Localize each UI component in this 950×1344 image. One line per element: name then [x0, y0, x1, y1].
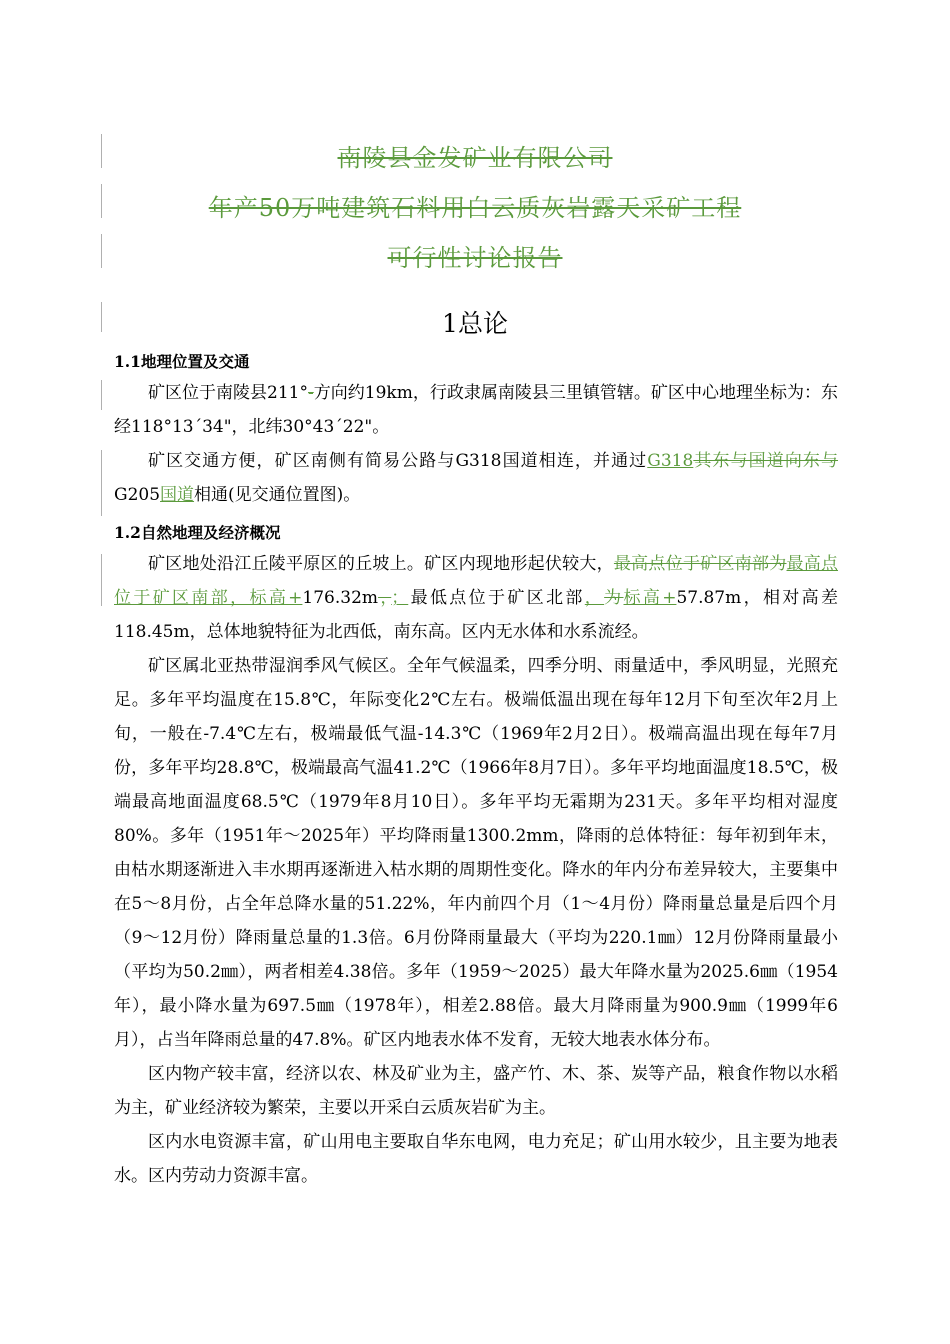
paragraph: 区内物产较丰富，经济以农、林及矿业为主，盛产竹、木、茶、炭等产品，粮食作物以水稻为主，矿业经济较为繁荣，主要以开采白云质灰岩矿为主。 — [114, 1064, 838, 1118]
paragraph — [114, 547, 838, 649]
paragraph: 矿区属北亚热带湿润季风气候区。全年气候温柔，四季分明、雨量适中，季风明显，光照充足。多年平均温度在15.8℃，年际变化2℃左右。极端低温出现在每年12月下旬至次年2月上旬，一般在-7.4℃左右，极端最低气温-14.3℃（1969年2月2日）。极端高温出现在每年7月份，多年平均28.8℃，极端最高气温41.2℃（1966年8月7日）。多年平均地面温度18.5℃，极端最高地面温度68.5℃（1979年8月10日）。多年平均无霜期为231天。多年平均相对湿度80%。多年（1951年～2025年）平均降雨量1300.2mm，降雨的总体特征：每年初到年末，由枯水期逐渐进入丰水期再逐渐进入枯水期的周期性变化。降水的年内分布差异较大，主要集中在5～8月份，占全年总降水量的51.22%，年内前四个月（1～4月份）降雨量总量是后四个月（9～12月份）降雨量总量的1.3倍。6月份降雨量最大（平均为220.1㎜）12月份降雨量最小（平均为50.2㎜），两者相差4.38倍。多年（1959～2025）最大年降水量为2025.6㎜（1954年），最小降水量为697.5㎜（1978年），相差2.88倍。最大月降雨量为900.9㎜（1999年6月），占当年降雨总量的47.8%。矿区内地表水体不发育，无较大地表水体分布。 — [114, 656, 838, 1050]
revision-bar — [101, 554, 102, 606]
deleted-text: 最高点位于矿区南部为 — [613, 554, 787, 574]
text: 最低点位于矿区北部 — [408, 588, 585, 608]
text: 相通(见交通位置图)。 — [194, 485, 361, 505]
inserted-text: 标高+ — [623, 588, 677, 608]
inserted-text: G318 — [647, 451, 694, 471]
inserted-text: 最高点位于矿区南部，标高+ — [114, 554, 839, 608]
paragraph — [114, 376, 838, 444]
section-1-2-body — [114, 547, 838, 1193]
deleted-text: - — [308, 383, 314, 403]
section-1-1-body — [114, 376, 838, 512]
section-heading-1-2: 1.2自然地理及经济概况 — [114, 523, 281, 542]
deleted-text: 其东与国道向东与 — [693, 451, 839, 471]
section-heading-1-1: 1.1地理位置及交通 — [114, 352, 250, 371]
title-line-1: 南陵县金发矿业有限公司 — [337, 144, 613, 172]
text: 矿区位于南陵县211° — [148, 383, 308, 403]
inserted-text: 国道 — [160, 485, 195, 505]
text: 176.32m — [302, 588, 379, 608]
text: 57.87m，相对高差118.45m，总体地貌特征为北西低，南东高。区内无水体和水系流经。 — [114, 588, 839, 642]
revision-bar — [101, 450, 102, 516]
chapter-heading: 1总论 — [442, 309, 508, 338]
text: 方向约19km，行政隶属南陵县三里镇管辖。矿区中心地理坐标为：东经118°13´34"，北纬30°43´22"。 — [114, 383, 838, 437]
deleted-text: 为 — [604, 588, 624, 608]
title-line-2: 年产50万吨建筑石料用白云质灰岩露天采矿工程 — [208, 194, 742, 222]
text: 矿区交通方便，矿区南侧有简易公路与G318国道相连，并通过 — [148, 451, 648, 471]
inserted-text: ， — [584, 588, 605, 608]
text: G205 — [114, 485, 161, 505]
inserted-text: ； — [391, 588, 409, 608]
paragraph: 区内水电资源丰富，矿山用电主要取自华东电网，电力充足；矿山用水较少，且主要为地表水。区内劳动力资源丰富。 — [114, 1132, 838, 1186]
deleted-text: ， — [378, 588, 392, 608]
title-line-3: 可行性讨论报告 — [387, 244, 563, 272]
revision-bar — [101, 380, 102, 410]
text: 矿区地处沿江丘陵平原区的丘坡上。矿区内现地形起伏较大， — [148, 554, 614, 574]
paragraph — [114, 444, 838, 512]
